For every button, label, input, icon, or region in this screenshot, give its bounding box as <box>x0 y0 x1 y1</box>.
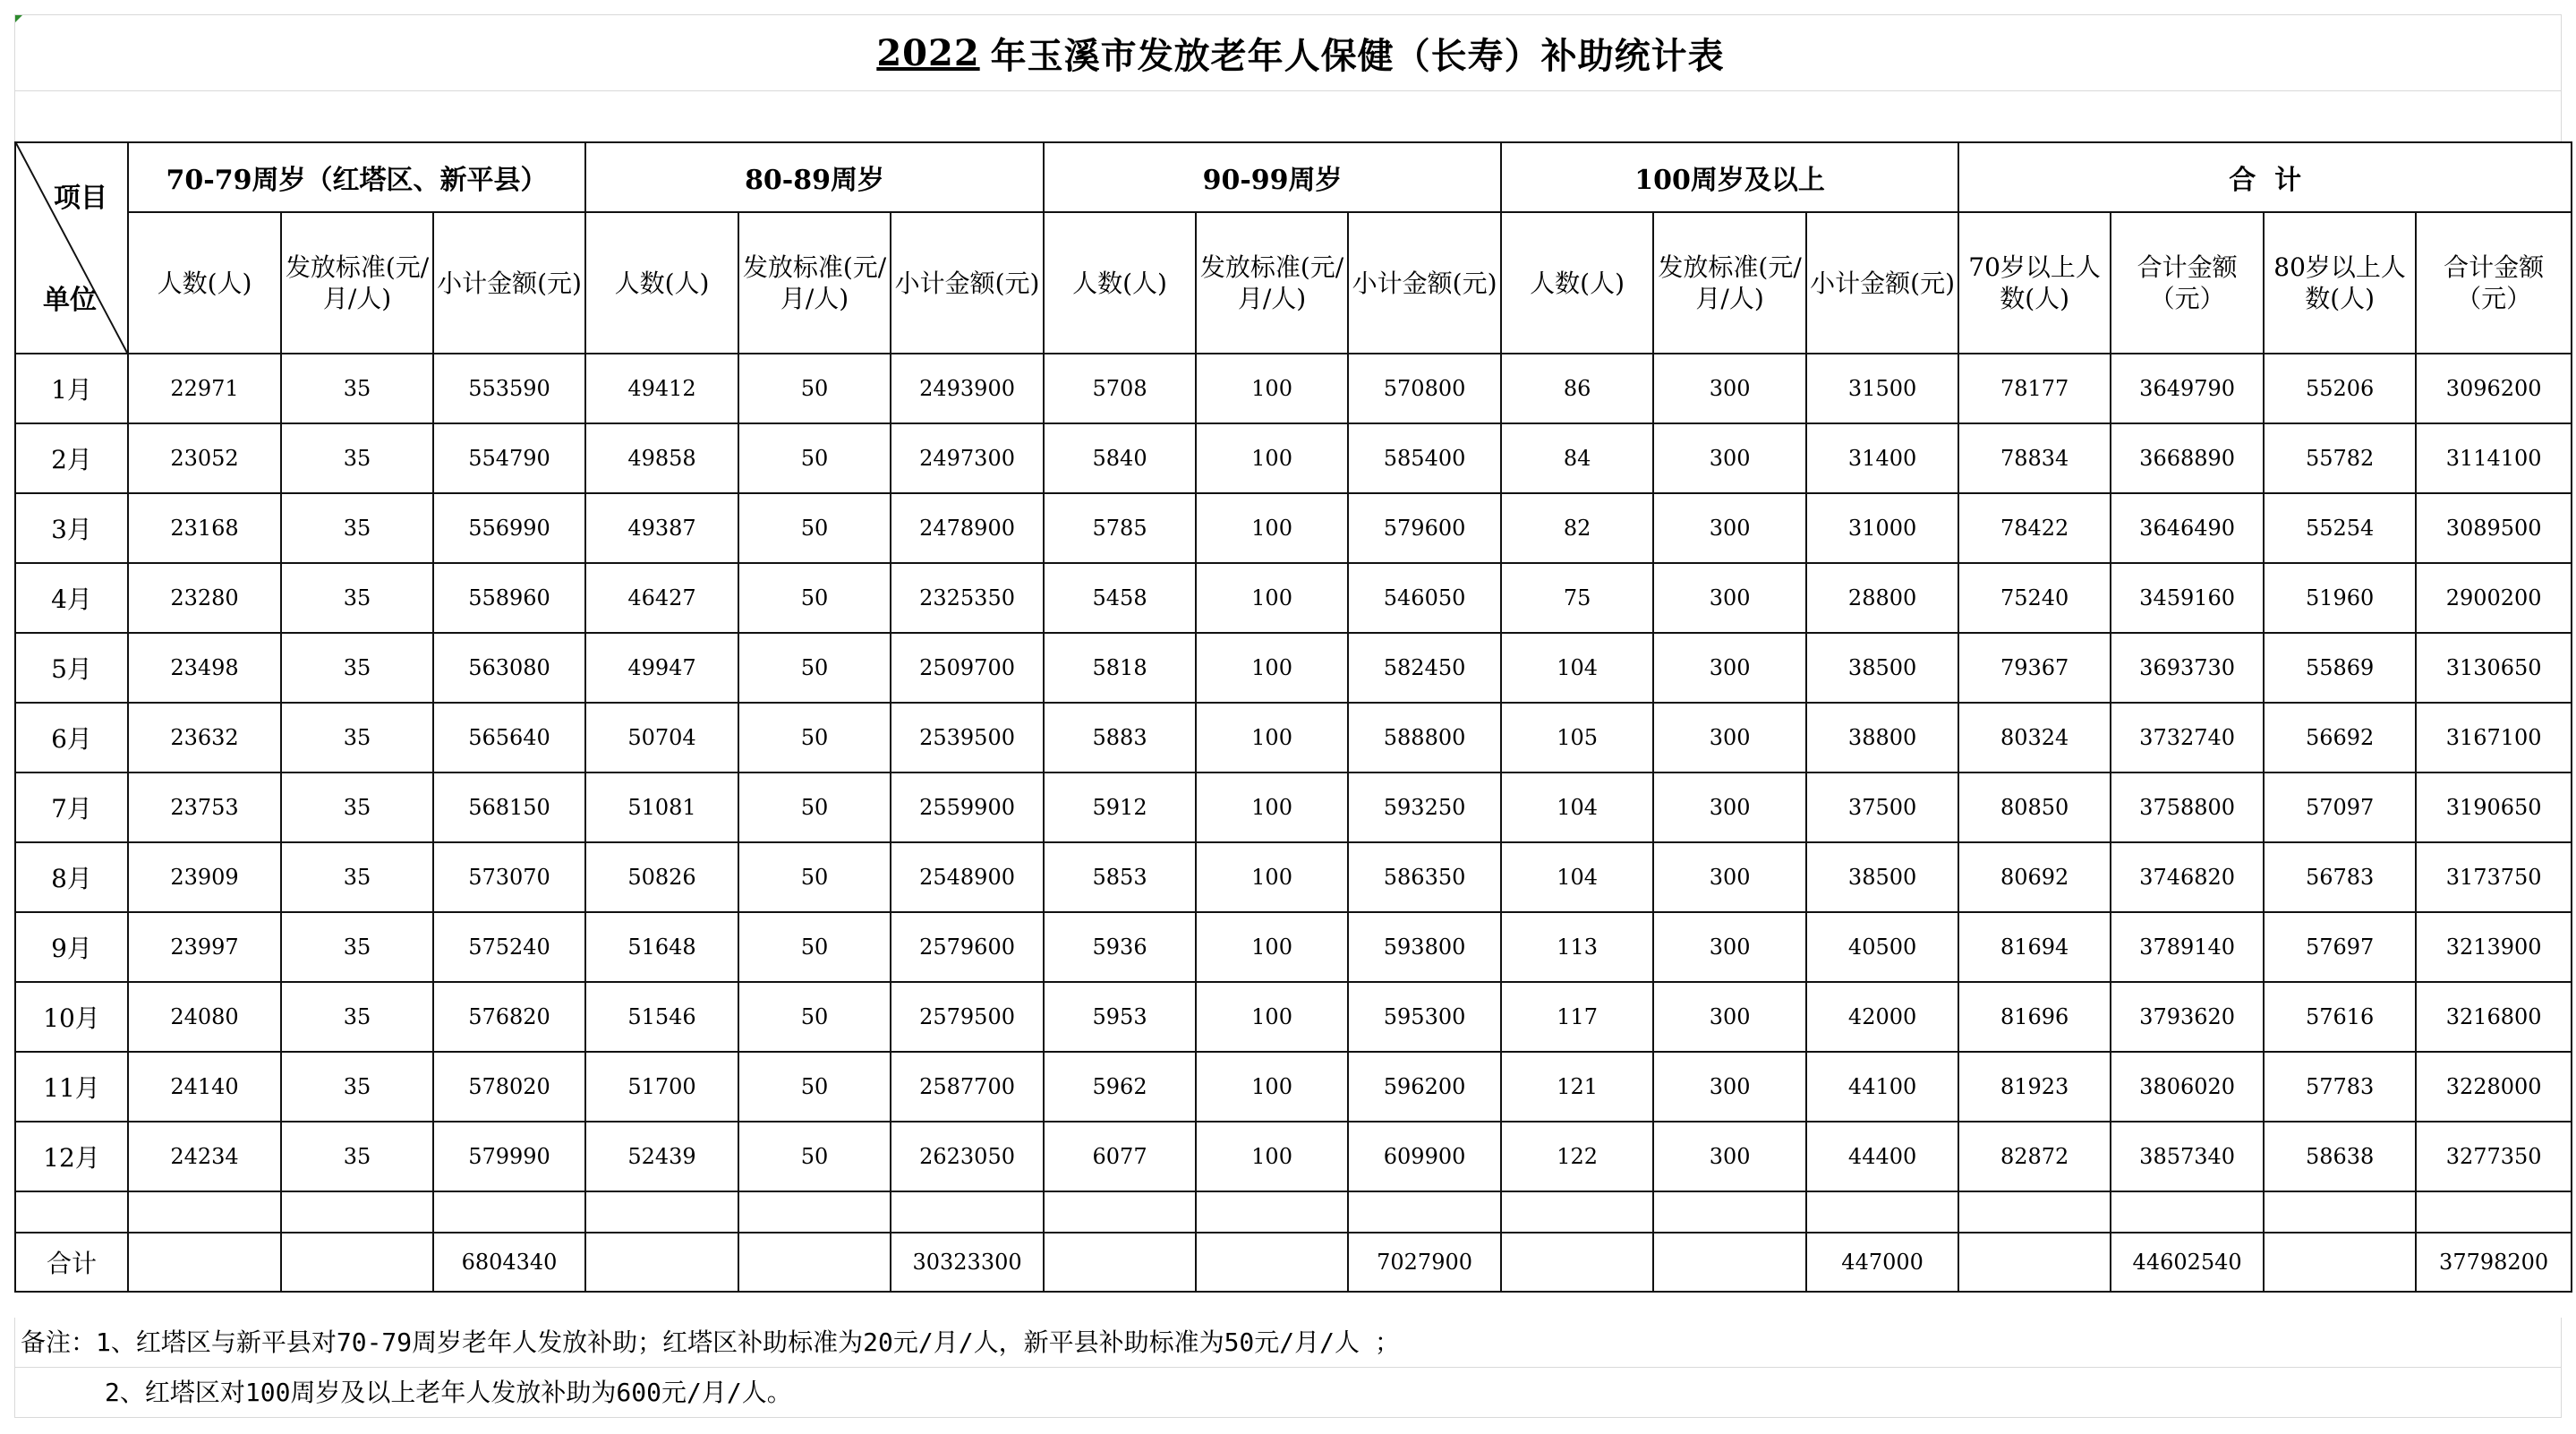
data-cell[interactable]: 100 <box>1196 772 1348 842</box>
table-row <box>15 563 2572 633</box>
data-cell[interactable]: 556990 <box>433 493 585 563</box>
note-line-2[interactable]: 2、红塔区对100周岁及以上老年人发放补助为600元/月/人。 <box>14 1368 2562 1418</box>
data-cell[interactable]: 593800 <box>1348 912 1501 982</box>
data-cell[interactable]: 3213900 <box>2416 912 2572 982</box>
data-cell[interactable]: 5912 <box>1044 772 1196 842</box>
corner-label-item: 项目 <box>54 183 107 214</box>
data-cell[interactable]: 2559900 <box>891 772 1044 842</box>
data-cell[interactable]: 35 <box>281 633 433 703</box>
data-cell[interactable]: 100 <box>1196 842 1348 912</box>
data-cell[interactable]: 100 <box>1196 563 1348 633</box>
data-cell[interactable]: 3216800 <box>2416 982 2572 1052</box>
data-cell[interactable]: 84 <box>1501 423 1653 493</box>
empty-cell[interactable] <box>1196 1191 1348 1233</box>
data-cell[interactable]: 2509700 <box>891 633 1044 703</box>
data-cell[interactable]: 300 <box>1653 633 1806 703</box>
data-cell[interactable]: 50 <box>738 354 891 423</box>
data-cell[interactable]: 23498 <box>128 633 281 703</box>
data-cell[interactable]: 55254 <box>2264 493 2416 563</box>
data-cell[interactable]: 75 <box>1501 563 1653 633</box>
data-cell[interactable]: 81694 <box>1958 912 2111 982</box>
data-cell[interactable]: 51700 <box>585 1052 738 1122</box>
empty-cell[interactable] <box>2416 1191 2572 1233</box>
empty-cell[interactable] <box>2111 1191 2264 1233</box>
data-cell[interactable]: 78422 <box>1958 493 2111 563</box>
data-cell[interactable]: 3668890 <box>2111 423 2264 493</box>
data-cell[interactable]: 5840 <box>1044 423 1196 493</box>
data-cell[interactable]: 52439 <box>585 1122 738 1191</box>
data-cell[interactable]: 81696 <box>1958 982 2111 1052</box>
data-cell[interactable]: 50 <box>738 633 891 703</box>
data-cell[interactable]: 104 <box>1501 842 1653 912</box>
data-cell[interactable]: 558960 <box>433 563 585 633</box>
data-cell[interactable]: 300 <box>1653 912 1806 982</box>
totals-cell[interactable] <box>128 1233 281 1292</box>
data-cell[interactable]: 35 <box>281 982 433 1052</box>
data-cell[interactable]: 23909 <box>128 842 281 912</box>
totals-label[interactable]: 合计 <box>15 1233 128 1292</box>
data-cell[interactable]: 51648 <box>585 912 738 982</box>
title-text: 年玉溪市发放老年人保健（长寿）补助统计表 <box>990 34 1725 77</box>
data-cell[interactable]: 23753 <box>128 772 281 842</box>
data-cell[interactable]: 50704 <box>585 703 738 772</box>
data-cell[interactable]: 78177 <box>1958 354 2111 423</box>
data-cell[interactable]: 55782 <box>2264 423 2416 493</box>
data-cell[interactable]: 579600 <box>1348 493 1501 563</box>
data-cell[interactable]: 546050 <box>1348 563 1501 633</box>
totals-cell[interactable]: 30323300 <box>891 1233 1044 1292</box>
group-header-90-99[interactable]: 90-99周岁 <box>1044 142 1501 212</box>
table-row <box>15 703 2572 772</box>
sub-header-80-plus-count[interactable]: 80岁以上人数(人) <box>2264 212 2416 354</box>
notes <box>14 1318 2562 1418</box>
data-cell[interactable]: 79367 <box>1958 633 2111 703</box>
data-cell[interactable]: 105 <box>1501 703 1653 772</box>
spreadsheet-sheet <box>14 14 2562 1420</box>
data-cell[interactable]: 3190650 <box>2416 772 2572 842</box>
data-cell[interactable]: 100 <box>1196 423 1348 493</box>
data-cell[interactable]: 3857340 <box>2111 1122 2264 1191</box>
month-cell[interactable]: 5月 <box>15 633 128 703</box>
data-cell[interactable]: 100 <box>1196 633 1348 703</box>
sub-header-total-amount-80[interactable]: 合计金额（元） <box>2416 212 2572 354</box>
data-cell[interactable]: 23280 <box>128 563 281 633</box>
empty-cell[interactable] <box>281 1191 433 1233</box>
totals-cell[interactable] <box>1044 1233 1196 1292</box>
data-cell[interactable]: 50 <box>738 493 891 563</box>
data-cell[interactable]: 100 <box>1196 1122 1348 1191</box>
month-cell[interactable]: 6月 <box>15 703 128 772</box>
note-line-1[interactable]: 备注：1、红塔区与新平县对70-79周岁老年人发放补助；红塔区补助标准为20元/月/人，新平县补助标准为50元/月/人 ； <box>14 1318 2562 1368</box>
data-cell[interactable]: 23168 <box>128 493 281 563</box>
data-cell[interactable]: 80324 <box>1958 703 2111 772</box>
data-cell[interactable]: 24234 <box>128 1122 281 1191</box>
data-cell[interactable]: 3789140 <box>2111 912 2264 982</box>
data-cell[interactable]: 49412 <box>585 354 738 423</box>
sub-header-subtotal[interactable]: 小计金额(元) <box>891 212 1044 354</box>
month-cell[interactable]: 8月 <box>15 842 128 912</box>
data-cell[interactable]: 56692 <box>2264 703 2416 772</box>
data-cell[interactable]: 3746820 <box>2111 842 2264 912</box>
data-cell[interactable]: 6077 <box>1044 1122 1196 1191</box>
data-cell[interactable]: 3459160 <box>2111 563 2264 633</box>
data-cell[interactable]: 24140 <box>128 1052 281 1122</box>
month-cell[interactable]: 2月 <box>15 423 128 493</box>
data-cell[interactable]: 100 <box>1196 703 1348 772</box>
data-cell[interactable]: 2539500 <box>891 703 1044 772</box>
table-row <box>15 982 2572 1052</box>
data-cell[interactable]: 35 <box>281 912 433 982</box>
data-cell[interactable]: 2325350 <box>891 563 1044 633</box>
data-cell[interactable]: 49947 <box>585 633 738 703</box>
sub-header-standard[interactable]: 发放标准(元/月/人) <box>738 212 891 354</box>
data-cell[interactable]: 35 <box>281 423 433 493</box>
table-body <box>15 354 2572 1191</box>
data-cell[interactable]: 50826 <box>585 842 738 912</box>
data-cell[interactable]: 585400 <box>1348 423 1501 493</box>
totals-cell[interactable]: 447000 <box>1806 1233 1958 1292</box>
totals-cell[interactable] <box>738 1233 891 1292</box>
data-cell[interactable]: 122 <box>1501 1122 1653 1191</box>
data-cell[interactable]: 565640 <box>433 703 585 772</box>
data-cell[interactable]: 5818 <box>1044 633 1196 703</box>
month-cell[interactable]: 10月 <box>15 982 128 1052</box>
totals-cell[interactable]: 37798200 <box>2416 1233 2572 1292</box>
empty-cell[interactable] <box>1501 1191 1653 1233</box>
data-cell[interactable]: 117 <box>1501 982 1653 1052</box>
data-cell[interactable]: 3693730 <box>2111 633 2264 703</box>
data-cell[interactable]: 35 <box>281 772 433 842</box>
data-cell[interactable]: 46427 <box>585 563 738 633</box>
data-cell[interactable]: 100 <box>1196 354 1348 423</box>
data-cell[interactable]: 2579600 <box>891 912 1044 982</box>
data-cell[interactable]: 57783 <box>2264 1052 2416 1122</box>
empty-cell[interactable] <box>128 1191 281 1233</box>
data-cell[interactable]: 50 <box>738 1122 891 1191</box>
title-row[interactable] <box>14 14 2562 91</box>
data-cell[interactable]: 300 <box>1653 354 1806 423</box>
data-cell[interactable]: 588800 <box>1348 703 1501 772</box>
sub-header-count[interactable]: 人数(人) <box>1501 212 1653 354</box>
totals-row <box>15 1233 2572 1292</box>
data-cell[interactable]: 300 <box>1653 1122 1806 1191</box>
data-cell[interactable]: 3793620 <box>2111 982 2264 1052</box>
data-cell[interactable]: 100 <box>1196 982 1348 1052</box>
empty-cell[interactable] <box>1348 1191 1501 1233</box>
data-cell[interactable]: 300 <box>1653 493 1806 563</box>
data-cell[interactable]: 100 <box>1196 912 1348 982</box>
data-cell[interactable]: 38800 <box>1806 703 1958 772</box>
month-cell[interactable]: 1月 <box>15 354 128 423</box>
data-cell[interactable]: 35 <box>281 1052 433 1122</box>
data-cell[interactable]: 2493900 <box>891 354 1044 423</box>
group-header-100-plus[interactable]: 100周岁及以上 <box>1501 142 1958 212</box>
data-cell[interactable]: 3167100 <box>2416 703 2572 772</box>
data-cell[interactable]: 38500 <box>1806 842 1958 912</box>
blank-row[interactable] <box>14 91 2562 141</box>
totals-cell[interactable] <box>1501 1233 1653 1292</box>
group-header-70-79[interactable]: 70-79周岁（红塔区、新平县） <box>128 142 585 212</box>
data-cell[interactable]: 35 <box>281 354 433 423</box>
data-cell[interactable]: 57097 <box>2264 772 2416 842</box>
data-cell[interactable]: 5936 <box>1044 912 1196 982</box>
totals-cell[interactable] <box>2264 1233 2416 1292</box>
data-cell[interactable]: 300 <box>1653 772 1806 842</box>
data-cell[interactable]: 2548900 <box>891 842 1044 912</box>
sub-header-standard[interactable]: 发放标准(元/月/人) <box>1196 212 1348 354</box>
data-cell[interactable]: 2579500 <box>891 982 1044 1052</box>
data-cell[interactable]: 300 <box>1653 423 1806 493</box>
data-cell[interactable]: 3646490 <box>2111 493 2264 563</box>
sub-header-standard[interactable]: 发放标准(元/月/人) <box>1653 212 1806 354</box>
data-cell[interactable]: 50 <box>738 1052 891 1122</box>
empty-cell[interactable] <box>738 1191 891 1233</box>
data-cell[interactable]: 42000 <box>1806 982 1958 1052</box>
data-cell[interactable]: 35 <box>281 493 433 563</box>
data-cell[interactable]: 575240 <box>433 912 585 982</box>
header-sub-row <box>15 212 2572 354</box>
data-cell[interactable]: 596200 <box>1348 1052 1501 1122</box>
data-cell[interactable]: 553590 <box>433 354 585 423</box>
data-cell[interactable]: 5458 <box>1044 563 1196 633</box>
totals-cell[interactable] <box>1196 1233 1348 1292</box>
sub-header-count[interactable]: 人数(人) <box>585 212 738 354</box>
sub-header-count[interactable]: 人数(人) <box>128 212 281 354</box>
totals-cell[interactable]: 44602540 <box>2111 1233 2264 1292</box>
empty-row <box>15 1191 2572 1233</box>
data-cell[interactable]: 100 <box>1196 1052 1348 1122</box>
data-cell[interactable]: 50 <box>738 842 891 912</box>
data-cell[interactable]: 2623050 <box>891 1122 1044 1191</box>
totals-cell[interactable] <box>585 1233 738 1292</box>
table-row <box>15 423 2572 493</box>
data-cell[interactable]: 50 <box>738 912 891 982</box>
empty-cell[interactable] <box>1806 1191 1958 1233</box>
data-cell[interactable]: 593250 <box>1348 772 1501 842</box>
data-cell[interactable]: 2900200 <box>2416 563 2572 633</box>
data-cell[interactable]: 554790 <box>433 423 585 493</box>
data-cell[interactable]: 5953 <box>1044 982 1196 1052</box>
data-cell[interactable]: 3173750 <box>2416 842 2572 912</box>
data-cell[interactable]: 579990 <box>433 1122 585 1191</box>
sub-header-subtotal[interactable]: 小计金额(元) <box>1348 212 1501 354</box>
data-cell[interactable]: 23632 <box>128 703 281 772</box>
data-cell[interactable]: 2478900 <box>891 493 1044 563</box>
data-cell[interactable]: 49858 <box>585 423 738 493</box>
data-cell[interactable]: 586350 <box>1348 842 1501 912</box>
data-cell[interactable]: 5962 <box>1044 1052 1196 1122</box>
data-cell[interactable]: 50 <box>738 982 891 1052</box>
data-cell[interactable]: 37500 <box>1806 772 1958 842</box>
data-cell[interactable]: 578020 <box>433 1052 585 1122</box>
data-cell[interactable]: 58638 <box>2264 1122 2416 1191</box>
data-cell[interactable]: 100 <box>1196 493 1348 563</box>
data-cell[interactable]: 55869 <box>2264 633 2416 703</box>
data-cell[interactable]: 40500 <box>1806 912 1958 982</box>
data-cell[interactable]: 5883 <box>1044 703 1196 772</box>
sub-header-70-plus-count[interactable]: 70岁以上人数(人) <box>1958 212 2111 354</box>
data-cell[interactable]: 51960 <box>2264 563 2416 633</box>
data-cell[interactable]: 300 <box>1653 703 1806 772</box>
data-cell[interactable]: 35 <box>281 703 433 772</box>
group-header-80-89[interactable]: 80-89周岁 <box>585 142 1044 212</box>
header-group-row <box>15 142 2572 212</box>
data-cell[interactable]: 28800 <box>1806 563 1958 633</box>
data-cell[interactable]: 50 <box>738 772 891 842</box>
data-cell[interactable]: 44400 <box>1806 1122 1958 1191</box>
empty-cell[interactable] <box>891 1191 1044 1233</box>
data-cell[interactable]: 568150 <box>433 772 585 842</box>
data-cell[interactable]: 3732740 <box>2111 703 2264 772</box>
data-cell[interactable]: 5785 <box>1044 493 1196 563</box>
table-row <box>15 842 2572 912</box>
data-cell[interactable]: 3130650 <box>2416 633 2572 703</box>
data-cell[interactable]: 2497300 <box>891 423 1044 493</box>
month-cell[interactable]: 9月 <box>15 912 128 982</box>
data-cell[interactable]: 3114100 <box>2416 423 2572 493</box>
data-cell[interactable]: 38500 <box>1806 633 1958 703</box>
data-cell[interactable]: 50 <box>738 423 891 493</box>
data-cell[interactable]: 595300 <box>1348 982 1501 1052</box>
data-cell[interactable]: 31400 <box>1806 423 1958 493</box>
table-row <box>15 493 2572 563</box>
table-row <box>15 772 2572 842</box>
data-cell[interactable]: 49387 <box>585 493 738 563</box>
data-cell[interactable]: 3089500 <box>2416 493 2572 563</box>
data-cell[interactable]: 3096200 <box>2416 354 2572 423</box>
data-cell[interactable]: 23997 <box>128 912 281 982</box>
data-cell[interactable]: 113 <box>1501 912 1653 982</box>
data-cell[interactable]: 23052 <box>128 423 281 493</box>
data-cell[interactable]: 35 <box>281 563 433 633</box>
table-row <box>15 912 2572 982</box>
data-cell[interactable]: 44100 <box>1806 1052 1958 1122</box>
month-cell[interactable]: 7月 <box>15 772 128 842</box>
empty-cell[interactable] <box>1653 1191 1806 1233</box>
data-cell[interactable]: 82872 <box>1958 1122 2111 1191</box>
data-cell[interactable]: 81923 <box>1958 1052 2111 1122</box>
data-cell[interactable]: 24080 <box>128 982 281 1052</box>
title-year: 2022 <box>876 31 980 74</box>
data-cell[interactable]: 300 <box>1653 842 1806 912</box>
table-row <box>15 1052 2572 1122</box>
data-cell[interactable]: 31500 <box>1806 354 1958 423</box>
totals-cell[interactable]: 6804340 <box>433 1233 585 1292</box>
data-cell[interactable]: 51546 <box>585 982 738 1052</box>
corner-header-cell[interactable] <box>15 142 128 354</box>
data-cell[interactable]: 300 <box>1653 982 1806 1052</box>
data-cell[interactable]: 35 <box>281 842 433 912</box>
data-cell[interactable]: 22971 <box>128 354 281 423</box>
data-cell[interactable]: 300 <box>1653 563 1806 633</box>
data-cell[interactable]: 121 <box>1501 1052 1653 1122</box>
data-cell[interactable]: 75240 <box>1958 563 2111 633</box>
data-cell[interactable]: 5853 <box>1044 842 1196 912</box>
data-cell[interactable]: 50 <box>738 563 891 633</box>
data-cell[interactable]: 3806020 <box>2111 1052 2264 1122</box>
empty-cell[interactable] <box>1958 1191 2111 1233</box>
empty-cell[interactable] <box>1044 1191 1196 1233</box>
data-cell[interactable]: 80692 <box>1958 842 2111 912</box>
table-row <box>15 354 2572 423</box>
totals-cell[interactable] <box>1958 1233 2111 1292</box>
data-cell[interactable]: 3228000 <box>2416 1052 2572 1122</box>
sub-header-total-amount-70[interactable]: 合计金额（元） <box>2111 212 2264 354</box>
data-cell[interactable]: 3277350 <box>2416 1122 2572 1191</box>
data-cell[interactable]: 86 <box>1501 354 1653 423</box>
data-cell[interactable]: 31000 <box>1806 493 1958 563</box>
data-cell[interactable]: 576820 <box>433 982 585 1052</box>
data-cell[interactable]: 35 <box>281 1122 433 1191</box>
month-cell[interactable]: 3月 <box>15 493 128 563</box>
data-cell[interactable]: 50 <box>738 703 891 772</box>
group-header-total[interactable]: 合 计 <box>1958 142 2572 212</box>
table-row <box>15 633 2572 703</box>
data-cell[interactable]: 55206 <box>2264 354 2416 423</box>
data-cell[interactable]: 82 <box>1501 493 1653 563</box>
sub-header-subtotal[interactable]: 小计金额(元) <box>1806 212 1958 354</box>
empty-cell[interactable] <box>585 1191 738 1233</box>
data-cell[interactable]: 609900 <box>1348 1122 1501 1191</box>
sub-header-standard[interactable]: 发放标准(元/月/人) <box>281 212 433 354</box>
data-cell[interactable]: 5708 <box>1044 354 1196 423</box>
data-cell[interactable]: 104 <box>1501 772 1653 842</box>
data-cell[interactable]: 573070 <box>433 842 585 912</box>
sub-header-count[interactable]: 人数(人) <box>1044 212 1196 354</box>
table-row <box>15 1122 2572 1191</box>
corner-label-unit: 单位 <box>43 285 97 316</box>
empty-cell[interactable] <box>15 1191 128 1233</box>
sub-header-subtotal[interactable]: 小计金额(元) <box>433 212 585 354</box>
data-cell[interactable]: 78834 <box>1958 423 2111 493</box>
data-cell[interactable]: 80850 <box>1958 772 2111 842</box>
data-cell[interactable]: 3649790 <box>2111 354 2264 423</box>
month-cell[interactable]: 11月 <box>15 1052 128 1122</box>
totals-cell[interactable]: 7027900 <box>1348 1233 1501 1292</box>
statistics-table <box>14 141 2572 1293</box>
data-cell[interactable]: 57616 <box>2264 982 2416 1052</box>
data-cell[interactable]: 300 <box>1653 1052 1806 1122</box>
data-cell[interactable]: 57697 <box>2264 912 2416 982</box>
empty-cell[interactable] <box>2264 1191 2416 1233</box>
month-cell[interactable]: 4月 <box>15 563 128 633</box>
totals-cell[interactable] <box>281 1233 433 1292</box>
data-cell[interactable]: 56783 <box>2264 842 2416 912</box>
data-cell[interactable]: 570800 <box>1348 354 1501 423</box>
totals-cell[interactable] <box>1653 1233 1806 1292</box>
data-cell[interactable]: 3758800 <box>2111 772 2264 842</box>
data-cell[interactable]: 2587700 <box>891 1052 1044 1122</box>
data-cell[interactable]: 582450 <box>1348 633 1501 703</box>
data-cell[interactable]: 51081 <box>585 772 738 842</box>
empty-cell[interactable] <box>433 1191 585 1233</box>
month-cell[interactable]: 12月 <box>15 1122 128 1191</box>
data-cell[interactable]: 563080 <box>433 633 585 703</box>
data-cell[interactable]: 104 <box>1501 633 1653 703</box>
